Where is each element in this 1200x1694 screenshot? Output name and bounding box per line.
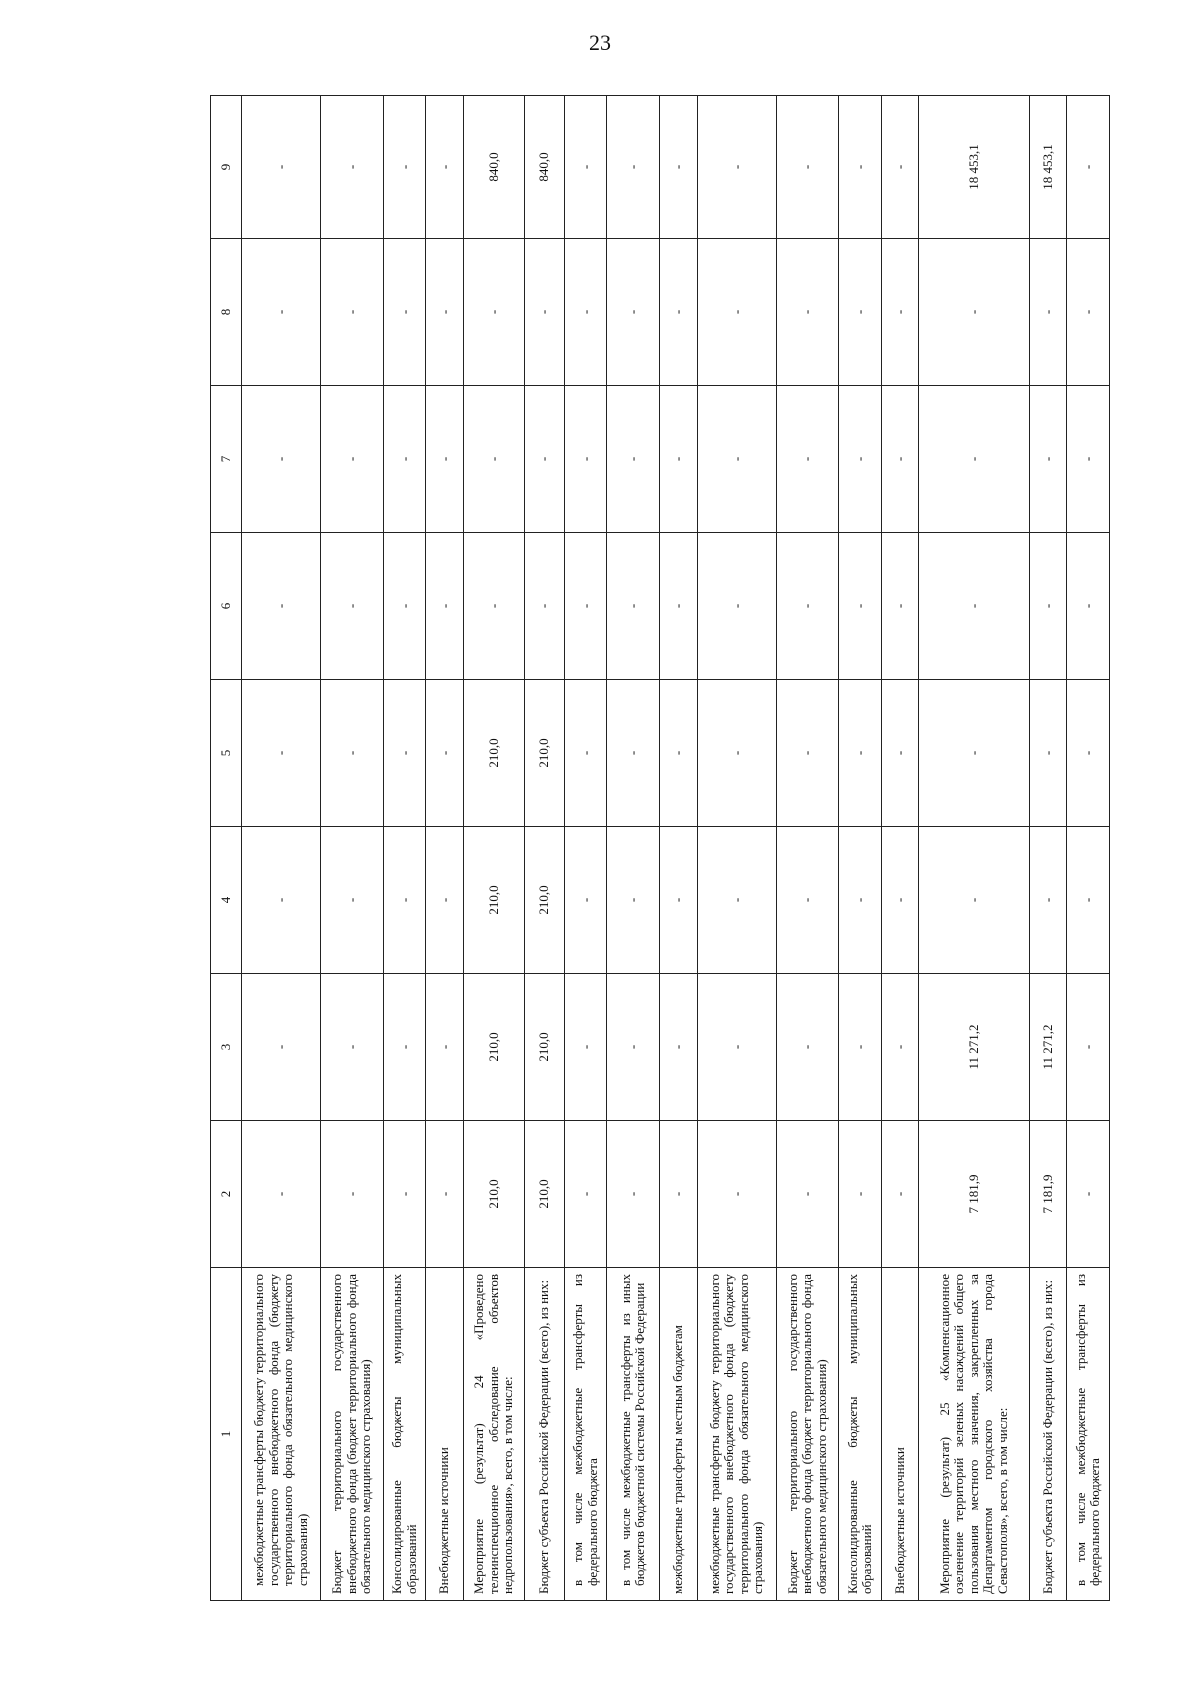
table-cell: -: [1029, 386, 1067, 533]
table-cell: -: [839, 386, 882, 533]
table-cell: 7 181,9: [1029, 1121, 1067, 1268]
table-cell: 210,0: [524, 827, 564, 974]
table-cell: -: [1067, 386, 1110, 533]
table-cell: -: [697, 1121, 776, 1268]
table-cell: -: [776, 1121, 839, 1268]
table-cell: -: [321, 680, 384, 827]
table-row: [1029, 96, 1067, 1601]
table-cell: 210,0: [524, 680, 564, 827]
table-cell: -: [881, 239, 919, 386]
table-cell: -: [426, 386, 464, 533]
table-cell: -: [776, 827, 839, 974]
page-number: 23: [589, 30, 611, 55]
table-cell: -: [697, 533, 776, 680]
table-cell: 840,0: [463, 96, 524, 239]
row-label: Бюджет субъекта Российской Федерации (всего), из них:: [1029, 1268, 1067, 1601]
table-cell: -: [776, 96, 839, 239]
table-cell: -: [463, 239, 524, 386]
table-cell: -: [660, 827, 698, 974]
table-cell: -: [383, 96, 426, 239]
table-cell: -: [607, 96, 660, 239]
row-label: Консолидированные бюджеты муниципальных образований: [839, 1268, 882, 1601]
table-cell: -: [697, 827, 776, 974]
rotated-table-container: [210, 96, 1110, 1601]
table-cell: -: [426, 1121, 464, 1268]
table-cell: -: [919, 533, 1029, 680]
table-cell: -: [881, 533, 919, 680]
table-cell: -: [524, 533, 564, 680]
table-cell: -: [776, 680, 839, 827]
table-cell: -: [607, 533, 660, 680]
table-cell: -: [607, 386, 660, 533]
table-cell: -: [426, 974, 464, 1121]
table-cell: -: [426, 96, 464, 239]
table-cell: -: [1067, 1121, 1110, 1268]
table-cell: -: [564, 827, 607, 974]
row-label: Внебюджетные источники: [881, 1268, 919, 1601]
table-cell: -: [1067, 96, 1110, 239]
table-cell: -: [426, 239, 464, 386]
table-cell: 210,0: [524, 1121, 564, 1268]
table-row: [524, 96, 564, 1601]
table-cell: -: [564, 1121, 607, 1268]
table-cell: -: [383, 974, 426, 1121]
table-row: [660, 96, 698, 1601]
table-cell: 210,0: [463, 680, 524, 827]
row-label: Внебюджетные источники: [426, 1268, 464, 1601]
table-cell: -: [242, 386, 321, 533]
row-label: Консолидированные бюджеты муниципальных образований: [383, 1268, 426, 1601]
table-cell: -: [660, 680, 698, 827]
table-cell: -: [697, 680, 776, 827]
table-cell: -: [463, 533, 524, 680]
column-header: 3: [211, 974, 242, 1121]
table-row: [881, 96, 919, 1601]
table-cell: -: [839, 974, 882, 1121]
table-cell: 210,0: [524, 974, 564, 1121]
row-label: межбюджетные трансферты местным бюджетам: [660, 1268, 698, 1601]
table-cell: -: [697, 386, 776, 533]
table-cell: -: [383, 827, 426, 974]
row-label: межбюджетные трансферты бюджету территориального государственного внебюджетного фонда (бюджету территориального фонда обязательного медицинского страхования): [242, 1268, 321, 1601]
table-cell: -: [1029, 680, 1067, 827]
table-cell: 11 271,2: [919, 974, 1029, 1121]
column-header: 4: [211, 827, 242, 974]
table-cell: -: [776, 239, 839, 386]
table-cell: -: [1067, 533, 1110, 680]
table-cell: 7 181,9: [919, 1121, 1029, 1268]
table-cell: 210,0: [463, 1121, 524, 1268]
table-cell: -: [426, 827, 464, 974]
column-header: 1: [211, 1268, 242, 1601]
table-cell: -: [697, 239, 776, 386]
table-cell: -: [919, 827, 1029, 974]
column-header: 7: [211, 386, 242, 533]
table-cell: 18 453,1: [919, 96, 1029, 239]
column-header: 9: [211, 96, 242, 239]
table-cell: -: [1029, 827, 1067, 974]
table-cell: -: [660, 96, 698, 239]
table-cell: -: [564, 533, 607, 680]
table-cell: -: [1029, 533, 1067, 680]
table-cell: -: [321, 96, 384, 239]
column-header: 5: [211, 680, 242, 827]
table-cell: -: [383, 386, 426, 533]
table-row: [321, 96, 384, 1601]
table-cell: -: [564, 239, 607, 386]
table-row: [383, 96, 426, 1601]
table-cell: -: [881, 680, 919, 827]
row-label: Мероприятие (результат) 24 «Проведено телеинспекционное обследование объектов недропользования», всего, в том числе:: [463, 1268, 524, 1601]
table-cell: -: [919, 680, 1029, 827]
table-cell: -: [564, 386, 607, 533]
table-cell: 210,0: [463, 974, 524, 1121]
table-cell: -: [383, 680, 426, 827]
table-cell: -: [881, 827, 919, 974]
table-cell: -: [607, 239, 660, 386]
table-row: [564, 96, 607, 1601]
table-row: [839, 96, 882, 1601]
table-row: [919, 96, 1029, 1601]
column-header: 8: [211, 239, 242, 386]
table-cell: -: [1029, 239, 1067, 386]
table-cell: -: [839, 96, 882, 239]
table-cell: -: [839, 533, 882, 680]
row-label: в том числе межбюджетные трансферты из федерального бюджета: [564, 1268, 607, 1601]
table-cell: -: [383, 533, 426, 680]
table-cell: -: [776, 974, 839, 1121]
table-cell: -: [697, 974, 776, 1121]
table-cell: -: [607, 1121, 660, 1268]
table-cell: -: [1067, 680, 1110, 827]
table-cell: -: [660, 1121, 698, 1268]
table-row: [607, 96, 660, 1601]
table-cell: -: [839, 239, 882, 386]
table-cell: -: [839, 827, 882, 974]
table-cell: -: [660, 386, 698, 533]
row-label: Мероприятие (результат) 25 «Компенсационное озеленение территорий зеленых насаждений общего пользования местного значения, закрепленных за Департаментом городского хозяйства города Севастополя», всего, в том числе:: [919, 1268, 1029, 1601]
table-row: [697, 96, 776, 1601]
table-cell: -: [1067, 239, 1110, 386]
table-cell: -: [242, 974, 321, 1121]
table-body: [242, 96, 1110, 1601]
table-cell: -: [564, 680, 607, 827]
table-cell: -: [881, 96, 919, 239]
table-cell: -: [1067, 827, 1110, 974]
table-cell: 18 453,1: [1029, 96, 1067, 239]
column-header: 6: [211, 533, 242, 680]
table-cell: -: [564, 974, 607, 1121]
table-cell: -: [242, 680, 321, 827]
row-label: в том числе межбюджетные трансферты из иных бюджетов бюджетной системы Российской Федерации: [607, 1268, 660, 1601]
table-cell: -: [321, 827, 384, 974]
table-cell: -: [839, 680, 882, 827]
table-cell: -: [321, 386, 384, 533]
table-cell: -: [607, 974, 660, 1121]
table-cell: -: [564, 96, 607, 239]
row-label: Бюджет территориального государственного внебюджетного фонда (бюджет территориального фонда обязательного медицинского страхования): [321, 1268, 384, 1601]
table-row: [242, 96, 321, 1601]
table-cell: -: [426, 533, 464, 680]
table-cell: -: [697, 96, 776, 239]
table-cell: 840,0: [524, 96, 564, 239]
table-cell: -: [607, 680, 660, 827]
table-cell: -: [321, 239, 384, 386]
table-cell: -: [242, 533, 321, 680]
table-cell: -: [776, 533, 839, 680]
table-wrapper: [210, 96, 1110, 1601]
table-cell: -: [383, 1121, 426, 1268]
header-row: [211, 96, 242, 1601]
table-row: [776, 96, 839, 1601]
table-cell: -: [607, 827, 660, 974]
table-cell: -: [881, 386, 919, 533]
table-cell: -: [660, 974, 698, 1121]
table-cell: -: [776, 386, 839, 533]
table-row: [463, 96, 524, 1601]
row-label: Бюджет субъекта Российской Федерации (всего), из них:: [524, 1268, 564, 1601]
table-cell: -: [919, 239, 1029, 386]
table-cell: -: [242, 1121, 321, 1268]
row-label: в том числе межбюджетные трансферты из федерального бюджета: [1067, 1268, 1110, 1601]
table-cell: -: [660, 239, 698, 386]
table-cell: -: [321, 1121, 384, 1268]
table-cell: -: [321, 533, 384, 680]
table-row: [426, 96, 464, 1601]
budget-table: [210, 95, 1110, 1601]
table-cell: -: [242, 96, 321, 239]
table-cell: -: [463, 386, 524, 533]
table-cell: -: [383, 239, 426, 386]
row-label: Бюджет территориального государственного внебюджетного фонда (бюджет территориального фонда обязательного медицинского страхования): [776, 1268, 839, 1601]
table-cell: -: [242, 827, 321, 974]
table-cell: -: [321, 974, 384, 1121]
row-label: межбюджетные трансферты бюджету территориального государственного внебюджетного фонда (бюджету территориального фонда обязательного медицинского страхования): [697, 1268, 776, 1601]
table-cell: -: [881, 974, 919, 1121]
table-cell: -: [524, 239, 564, 386]
table-cell: -: [426, 680, 464, 827]
table-cell: -: [1067, 974, 1110, 1121]
table-cell: -: [242, 239, 321, 386]
table-cell: 210,0: [463, 827, 524, 974]
table-cell: 11 271,2: [1029, 974, 1067, 1121]
table-row: [1067, 96, 1110, 1601]
column-header: 2: [211, 1121, 242, 1268]
table-cell: -: [660, 533, 698, 680]
table-cell: -: [524, 386, 564, 533]
table-cell: -: [919, 386, 1029, 533]
table-cell: -: [881, 1121, 919, 1268]
table-cell: -: [839, 1121, 882, 1268]
